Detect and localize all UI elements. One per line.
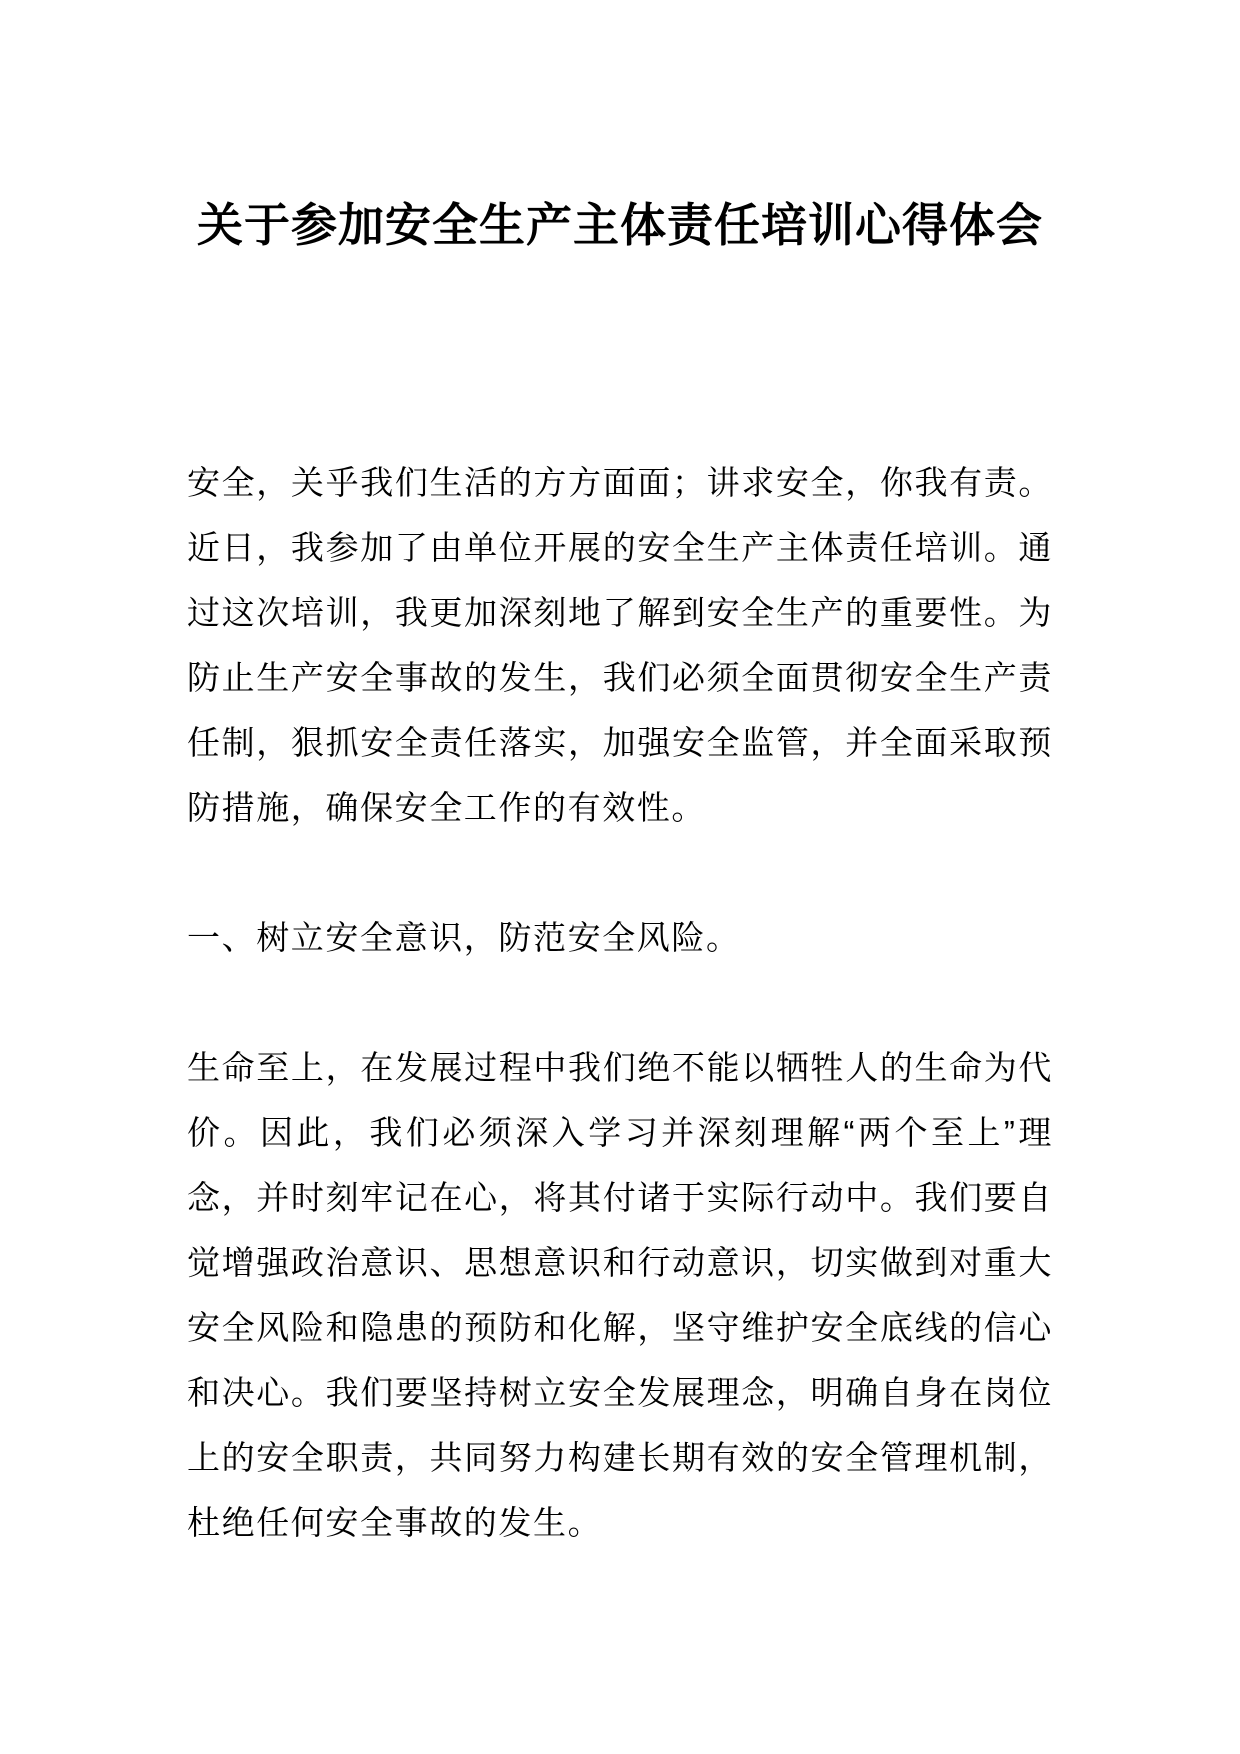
paragraph-intro: 安全，关乎我们生活的方方面面；讲求安全，你我有责。近日，我参加了由单位开展的安全生产主体责任培训。通过这次培训，我更加深刻地了解到安全生产的重要性。为防止生产安全事故的发生，我们必须全面贯彻安全生产责任制，狠抓安全责任落实，加强安全监管，并全面采取预防措施，确保安全工作的有效性。 [187, 464, 1053, 826]
section-heading-1: 一、树立安全意识，防范安全风险。 [187, 919, 741, 956]
document-title: 关于参加安全生产主体责任培训心得体会 [197, 199, 1043, 251]
paragraph-section-1-body: 生命至上，在发展过程中我们绝不能以牺牲人的生命为代价。因此，我们必须深入学习并深刻理解“两个至上”理念，并时刻牢记在心，将其付诸于实际行动中。我们要自觉增强政治意识、思想意识和行动意识，切实做到对重大安全风险和隐患的预防和化解，坚守维护安全底线的信心和决心。我们要坚持树立安全发展理念，明确自身在岗位上的安全职责，共同努力构建长期有效的安全管理机制，杜绝任何安全事故的发生。 [187, 1049, 1053, 1541]
